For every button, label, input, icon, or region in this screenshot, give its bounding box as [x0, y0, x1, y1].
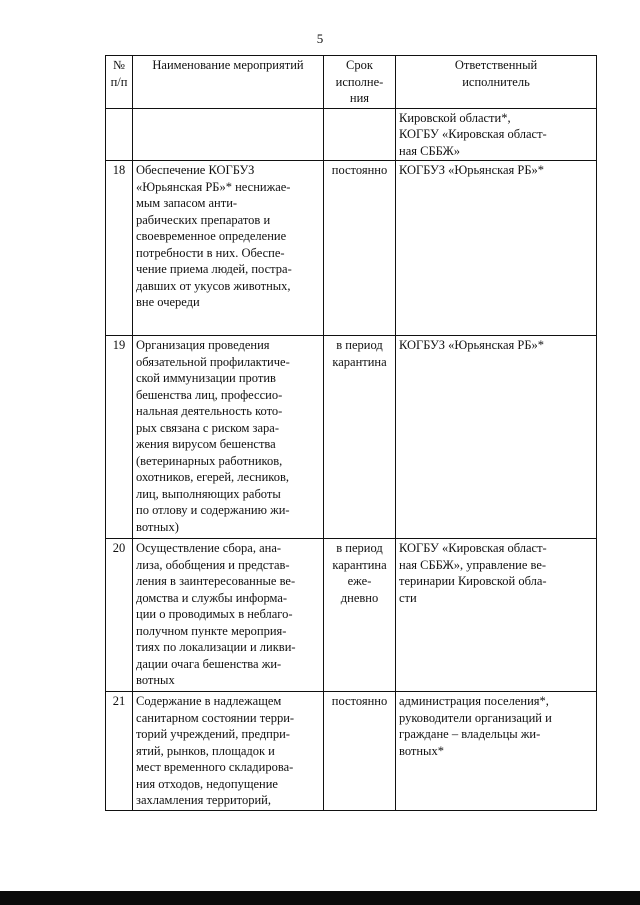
table-header-row — [106, 56, 597, 109]
activity-name: Осуществление сбора, ана- лиза, обобщения и представ- ления в заинтересованные ве- домства и службы информа- ции о проводимых в неблаго- получном пункте мероприя- тиях по локализации и ликви- дации очага бешенства жи- вотных — [133, 539, 324, 692]
table-row — [106, 692, 597, 811]
header-responsible: Ответственный исполнитель — [396, 56, 597, 109]
row-number — [106, 108, 133, 161]
activity-term: в период карантина — [324, 336, 396, 539]
header-activity-name: Наименование мероприятий — [133, 56, 324, 109]
activity-responsible: КОГБУ «Кировская област- ная СББЖ», управление ве- теринарии Кировской обла- сти — [396, 539, 597, 692]
activity-name: Содержание в надлежащем санитарном состоянии терри- торий учреждений, предпри- ятий, рынков, площадок и мест временного складирова- ния отходов, недопущение захламления территорий, — [133, 692, 324, 811]
activity-name: Организация проведения обязательной профилактиче- ской иммунизации против бешенства лиц, профессио- нальная деятельность кото- рых связана с риском зара- жения вирусом бешенства (ветеринарных работников, охотников, егерей, лесников, лиц, выполняющих работы по отлову и содержанию жи- вотных) — [133, 336, 324, 539]
activity-term: постоянно — [324, 692, 396, 811]
table-row — [106, 336, 597, 539]
activities-table — [105, 55, 597, 811]
activity-responsible: Кировской области*, КОГБУ «Кировская област- ная СББЖ» — [396, 108, 597, 161]
activity-term — [324, 108, 396, 161]
row-number: 19 — [106, 336, 133, 539]
activity-name: Обеспечение КОГБУЗ «Юрьянская РБ»* неснижае- мым запасом анти- рабических препаратов и своевременное определение потребности в них. Обеспе- чение приема людей, постра- давших от укусов животных, вне очереди — [133, 161, 324, 336]
scan-bottom-edge — [0, 891, 640, 905]
row-number: 20 — [106, 539, 133, 692]
row-number: 21 — [106, 692, 133, 811]
activity-responsible: КОГБУЗ «Юрьянская РБ»* — [396, 161, 597, 336]
page-number: 5 — [316, 31, 324, 46]
table-row — [106, 539, 597, 692]
row-number: 18 — [106, 161, 133, 336]
activity-term: постоянно — [324, 161, 396, 336]
activity-responsible: КОГБУЗ «Юрьянская РБ»* — [396, 336, 597, 539]
table-row — [106, 108, 597, 161]
table-row — [106, 161, 597, 336]
activity-term: в период карантина еже- дневно — [324, 539, 396, 692]
header-term: Срок исполне- ния — [324, 56, 396, 109]
activity-name — [133, 108, 324, 161]
activity-responsible: администрация поселения*, руководители организаций и граждане – владельцы жи- вотных* — [396, 692, 597, 811]
header-number: № п/п — [106, 56, 133, 109]
